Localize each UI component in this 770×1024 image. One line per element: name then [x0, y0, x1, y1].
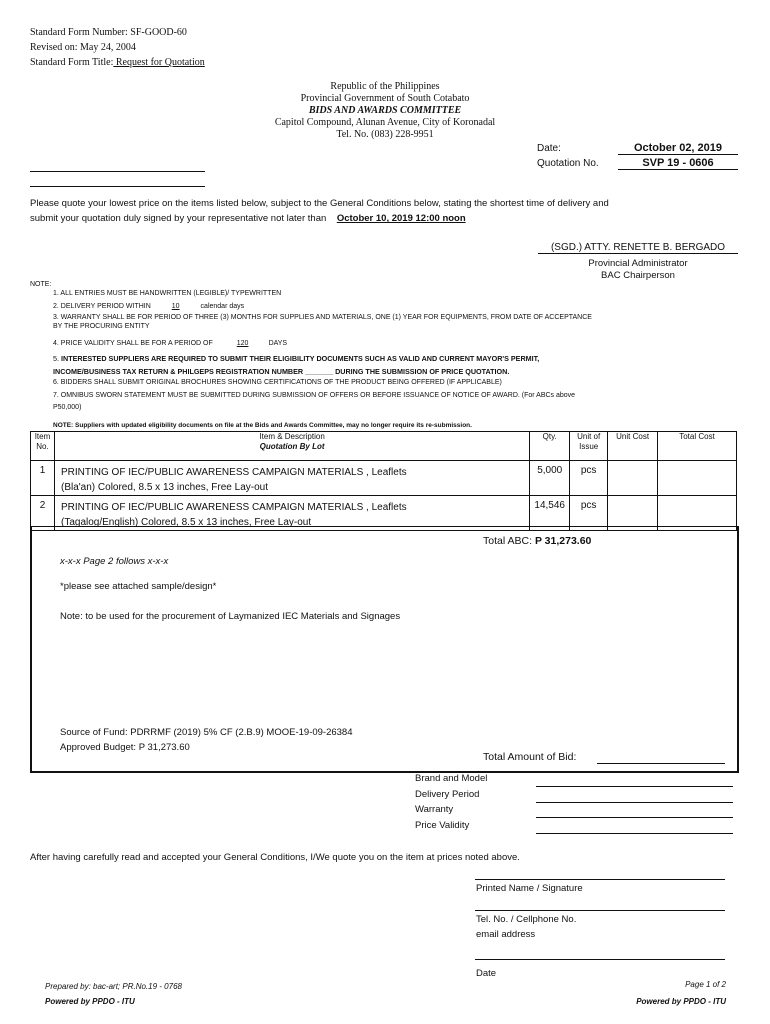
brand-field[interactable] [536, 786, 733, 787]
note-3-line-1: 3. WARRANTY SHALL BE FOR PERIOD OF THREE (3) MONTHS FOR SUPPLIES AND MATERIALS, ONE (1) YEAR FOR EQUIPMENTS, FROM DATE OF ACCEPTANCE [53, 314, 592, 321]
row-description [54, 461, 529, 496]
warranty-field[interactable] [536, 817, 733, 818]
intro-line-1: Please quote your lowest price on the items listed below, subject to the General Conditions below, stating the shortest time of delivery and [30, 198, 609, 209]
note-6: 6. BIDDERS SHALL SUBMIT ORIGINAL BROCHURES SHOWING CERTIFICATIONS OF THE PRODUCT BEING OFFERED (IF APPLICABLE) [53, 379, 502, 386]
note-3-line-2: BY THE PROCURING ENTITY [53, 323, 150, 330]
col-description-sub: Quotation By Lot [259, 442, 325, 451]
row-description-line-2: (Bla'an) Colored, 8.5 x 13 inches, Free Lay-out [60, 482, 269, 493]
date-field[interactable] [475, 959, 725, 960]
table-row [31, 461, 737, 496]
col-unit: Unit of Issue [570, 432, 608, 461]
tel-label: Tel. No. / Cellphone No. [476, 914, 577, 925]
intro-line-2 [30, 211, 750, 226]
total-abc-label: Total ABC: [483, 535, 533, 547]
row-description-line-1: PRINTING OF IEC/PUBLIC AWARENESS CAMPAIGN MATERIALS , Leaflets [60, 502, 407, 513]
note-2-unit: calendar days [200, 303, 245, 310]
notes-label: NOTE: [30, 281, 52, 288]
validity-field[interactable] [536, 833, 733, 834]
total-abc-value: P 31,273.60 [534, 535, 592, 547]
approved-budget: Approved Budget: P 31,273.60 [60, 742, 190, 753]
powered-by-left: Powered by PPDO - ITU [45, 997, 135, 1006]
validity-days: 120 [236, 340, 249, 347]
col-item-no: Item No. [31, 432, 55, 461]
note-5-line-1: INTERESTED SUPPLIERS ARE REQUIRED TO SUBMIT THEIR ELIGIBILITY DOCUMENTS SUCH AS VALID AND CURRENT MAYOR'S PERMIT, [61, 354, 540, 363]
printed-name-label: Printed Name / Signature [476, 883, 583, 894]
usage-note: Note: to be used for the procurement of Laymanized IEC Materials and Signages [60, 611, 401, 622]
form-title [30, 57, 205, 68]
signatory-position [538, 258, 738, 282]
powered-by-right: Powered by PPDO - ITU [636, 997, 726, 1006]
acceptance-statement: After having carefully read and accepted your General Conditions, I/We quote you on the item at prices noted above. [30, 852, 520, 863]
items-table [30, 431, 737, 531]
row-unit: pcs [570, 461, 608, 496]
source-of-fund: Source of Fund: PDRRMF (2019) 5% CF (2.B.9) MOOE-19-09-26384 [60, 727, 353, 738]
row-item-no: 1 [31, 461, 55, 496]
row-unit-cost-cell[interactable] [608, 461, 658, 496]
col-total-cost: Total Cost [658, 432, 737, 461]
email-label: email address [476, 929, 536, 940]
delivery-field[interactable] [536, 802, 733, 803]
note-4-unit: DAYS [268, 340, 288, 347]
col-qty: Qty. [530, 432, 570, 461]
agency-block [0, 81, 770, 141]
agency-tel: Tel. No. (083) 228-9951 [336, 129, 434, 140]
page-number: Page 1 of 2 [685, 980, 726, 989]
agency-line-2: Provincial Government of South Cotabato [300, 93, 470, 104]
note-5-number: 5. [53, 354, 59, 363]
note-7-line-2: P50,000) [53, 404, 82, 411]
intro-paragraph [30, 196, 750, 226]
total-bid-label: Total Amount of Bid: [483, 751, 577, 763]
note-5 [53, 352, 539, 378]
supplier-address-line[interactable] [30, 186, 205, 187]
page-follows: x-x-x Page 2 follows x-x-x [60, 556, 169, 567]
note-1: 1. ALL ENTRIES MUST BE HANDWRITTEN (LEGIBLE)/ TYPEWRITTEN [53, 290, 282, 297]
row-item-no: 2 [31, 496, 55, 531]
form-number: Standard Form Number: SF-GOOD-60 [30, 27, 187, 38]
deadline: October 10, 2019 12:00 noon [336, 213, 466, 224]
agency-address: Capitol Compound, Alunan Avenue, City of Koronadal [274, 117, 496, 128]
note-7 [53, 390, 575, 414]
agency-committee: BIDS AND AWARDS COMMITTEE [308, 105, 462, 116]
row-description-line-1: PRINTING OF IEC/PUBLIC AWARENESS CAMPAIGN MATERIALS , Leaflets [60, 467, 407, 478]
total-abc [483, 535, 591, 547]
form-title-value: Request for Quotation [113, 57, 205, 68]
row-qty: 14,546 [530, 496, 570, 531]
col-unit-cost: Unit Cost [608, 432, 658, 461]
date-label: Date: [537, 143, 561, 154]
signatory-position-2: BAC Chairperson [601, 270, 675, 281]
row-unit: pcs [570, 496, 608, 531]
date-value: October 02, 2019 [618, 142, 738, 155]
quotation-label: Quotation No. [537, 158, 599, 169]
quotation-value: SVP 19 - 0606 [618, 157, 738, 170]
intro-line-2-text: submit your quotation duly signed by your representative not later than [30, 213, 327, 224]
brand-label: Brand and Model [415, 773, 488, 784]
printed-name-field[interactable] [475, 879, 725, 880]
row-total-cost-cell[interactable] [658, 461, 737, 496]
prepared-by: Prepared by: bac-art; PR.No.19 - 0768 [45, 982, 182, 991]
validity-label: Price Validity [415, 820, 470, 831]
sign-date-label: Date [476, 968, 497, 979]
table-header-row [31, 432, 737, 461]
note-3 [53, 313, 592, 331]
sample-note: *please see attached sample/design* [60, 581, 217, 592]
signatory-position-1: Provincial Administrator [588, 258, 688, 269]
agency-line-1: Republic of the Philippines [330, 81, 440, 92]
note-2-text: 2. DELIVERY PERIOD WITHIN [53, 303, 151, 310]
note-2 [53, 302, 244, 311]
form-revised: Revised on: May 24, 2004 [30, 42, 136, 53]
row-description-line-2: (Tagalog/English) Colored, 8.5 x 13 inches, Free Lay-out [60, 517, 312, 528]
total-bid-field[interactable] [597, 763, 725, 764]
note-5-line-2: INCOME/BUSINESS TAX RETURN & PHILGEPS REGISTRATION NUMBER _______ DURING THE SUBMISSION OF PRICE QUOTATION. [53, 367, 510, 376]
warranty-label: Warranty [415, 804, 454, 815]
delivery-days: 10 [171, 303, 180, 310]
col-description-label: Item & Description [259, 432, 325, 441]
note-8: NOTE: Suppliers with updated eligibility documents on file at the Bids and Awards Committee, may no longer require its re-submission. [53, 422, 472, 429]
tel-field[interactable] [475, 910, 725, 911]
note-7-line-1: 7. OMNIBUS SWORN STATEMENT MUST BE SUBMITTED DURING SUBMISSION OF OFFERS OR BEFORE ISSUANCE OF NOTICE OF AWARD. (For ABCs above [53, 392, 576, 399]
row-qty: 5,000 [530, 461, 570, 496]
form-title-label: Standard Form Title: [30, 57, 114, 68]
supplier-name-line[interactable] [30, 171, 205, 172]
col-description [54, 432, 529, 461]
signatory-name: (SGD.) ATTY. RENETTE B. BERGADO [538, 242, 738, 254]
note-4 [53, 339, 287, 348]
delivery-label: Delivery Period [415, 789, 480, 800]
note-4-text: 4. PRICE VALIDITY SHALL BE FOR A PERIOD OF [53, 340, 213, 347]
